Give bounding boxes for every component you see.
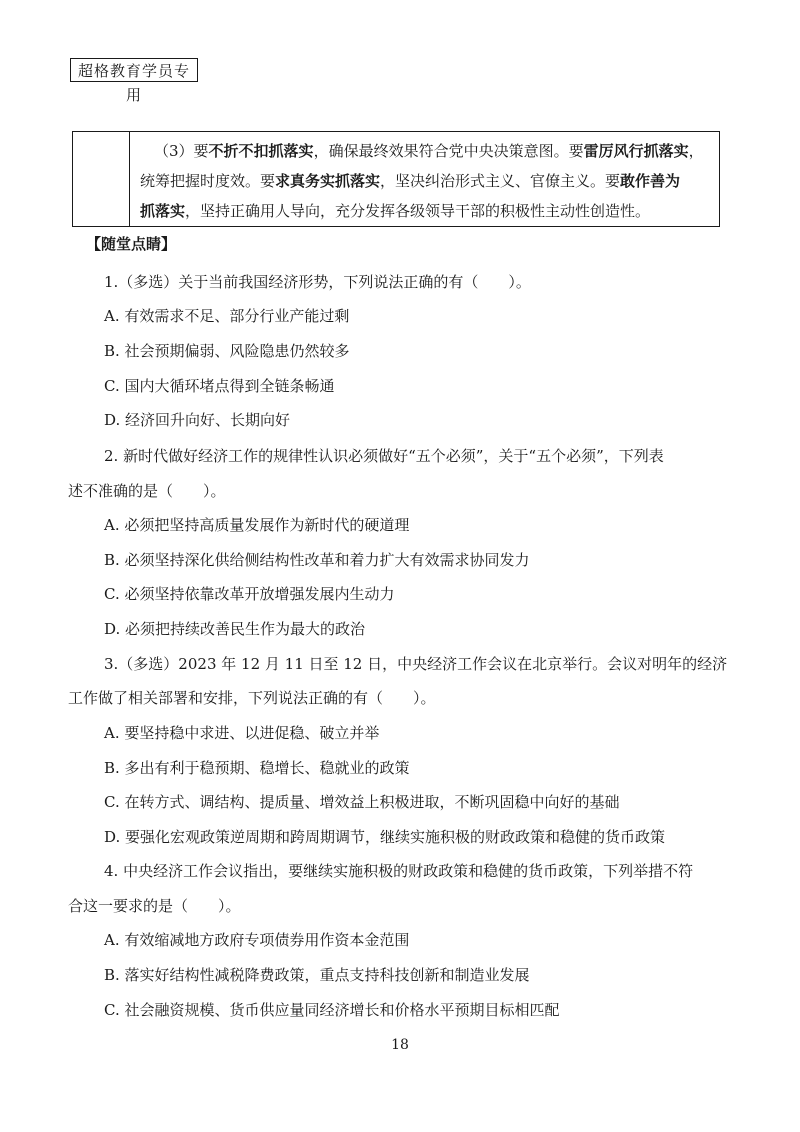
table-line-2 bbox=[140, 166, 709, 196]
table-bold-text: 敢作善为 bbox=[620, 172, 681, 190]
table-text: ，坚持正确用人导向，充分发挥各级领导干部的积极性主动性创造性。 bbox=[185, 202, 651, 220]
question-3-stem-line-2: 工作做了相关部署和安排，下列说法正确的有（ ）。 bbox=[68, 689, 436, 707]
question-3-option-a: A. 要坚持稳中求进、以进促稳、破立并举 bbox=[104, 724, 380, 742]
question-4-option-c: C. 社会融资规模、货币供应量同经济增长和价格水平预期目标相匹配 bbox=[104, 1001, 560, 1019]
header-tag: 超格教育学员专用 bbox=[70, 58, 198, 82]
question-2-option-d: D. 必须把持续改善民生作为最大的政治 bbox=[104, 620, 366, 638]
page-number: 18 bbox=[391, 1037, 409, 1053]
section-title: 【随堂点睛】 bbox=[86, 235, 177, 253]
question-1-option-d: D. 经济回升向好、长期向好 bbox=[104, 411, 291, 429]
table-bold-text: 抓落实 bbox=[140, 202, 186, 220]
policy-table bbox=[72, 131, 720, 227]
table-bold-text: 求真务实抓落实 bbox=[275, 172, 381, 190]
table-text: 统筹把握时度效。要 bbox=[140, 172, 276, 190]
question-1-stem: 1.（多选）关于当前我国经济形势，下列说法正确的有（ ）。 bbox=[104, 273, 531, 291]
question-2-option-c: C. 必须坚持依靠改革开放增强发展内生动力 bbox=[104, 585, 395, 603]
table-bold-text: 雷厉风行抓落实 bbox=[583, 142, 689, 160]
question-3-option-c: C. 在转方式、调结构、提质量、增效益上积极进取，不断巩固稳中向好的基础 bbox=[104, 793, 620, 811]
question-3-option-b: B. 多出有利于稳预期、稳增长、稳就业的政策 bbox=[104, 759, 410, 777]
question-1-option-c: C. 国内大循环堵点得到全链条畅通 bbox=[104, 377, 335, 395]
question-4-option-b: B. 落实好结构性减税降费政策，重点支持科技创新和制造业发展 bbox=[104, 966, 530, 984]
table-left-cell bbox=[73, 132, 130, 226]
table-right-cell bbox=[130, 132, 719, 226]
table-line-1 bbox=[140, 136, 709, 166]
table-text: （3）要 bbox=[154, 142, 209, 160]
table-text: ， bbox=[688, 142, 704, 160]
table-text: ，确保最终效果符合党中央决策意图。要 bbox=[313, 142, 584, 160]
question-2-stem-line-2: 述不准确的是（ ）。 bbox=[68, 482, 226, 500]
question-2-option-a: A. 必须把坚持高质量发展作为新时代的硬道理 bbox=[104, 516, 410, 534]
question-2-stem-line-1: 2. 新时代做好经济工作的规律性认识必须做好“五个必须”，关于“五个必须”，下列表 bbox=[104, 447, 664, 465]
question-1-option-a: A. 有效需求不足、部分行业产能过剩 bbox=[104, 307, 350, 325]
table-bold-text: 不折不扣抓落实 bbox=[208, 142, 314, 160]
question-4-option-a: A. 有效缩减地方政府专项债券用作资本金范围 bbox=[104, 931, 410, 949]
question-3-option-d: D. 要强化宏观政策逆周期和跨周期调节，继续实施积极的财政政策和稳健的货币政策 bbox=[104, 828, 666, 846]
table-line-3 bbox=[140, 196, 709, 226]
question-2-option-b: B. 必须坚持深化供给侧结构性改革和着力扩大有效需求协同发力 bbox=[104, 551, 530, 569]
table-text: ，坚决纠治形式主义、官僚主义。要 bbox=[380, 172, 621, 190]
question-1-option-b: B. 社会预期偏弱、风险隐患仍然较多 bbox=[104, 342, 350, 360]
question-4-stem-line-1: 4. 中央经济工作会议指出，要继续实施积极的财政政策和稳健的货币政策，下列举措不符 bbox=[104, 862, 694, 880]
question-3-stem-line-1: 3.（多选）2023 年 12 月 11 日至 12 日，中央经济工作会议在北京举行。会议对明年的经济 bbox=[104, 655, 728, 673]
question-4-stem-line-2: 合这一要求的是（ ）。 bbox=[68, 897, 241, 915]
